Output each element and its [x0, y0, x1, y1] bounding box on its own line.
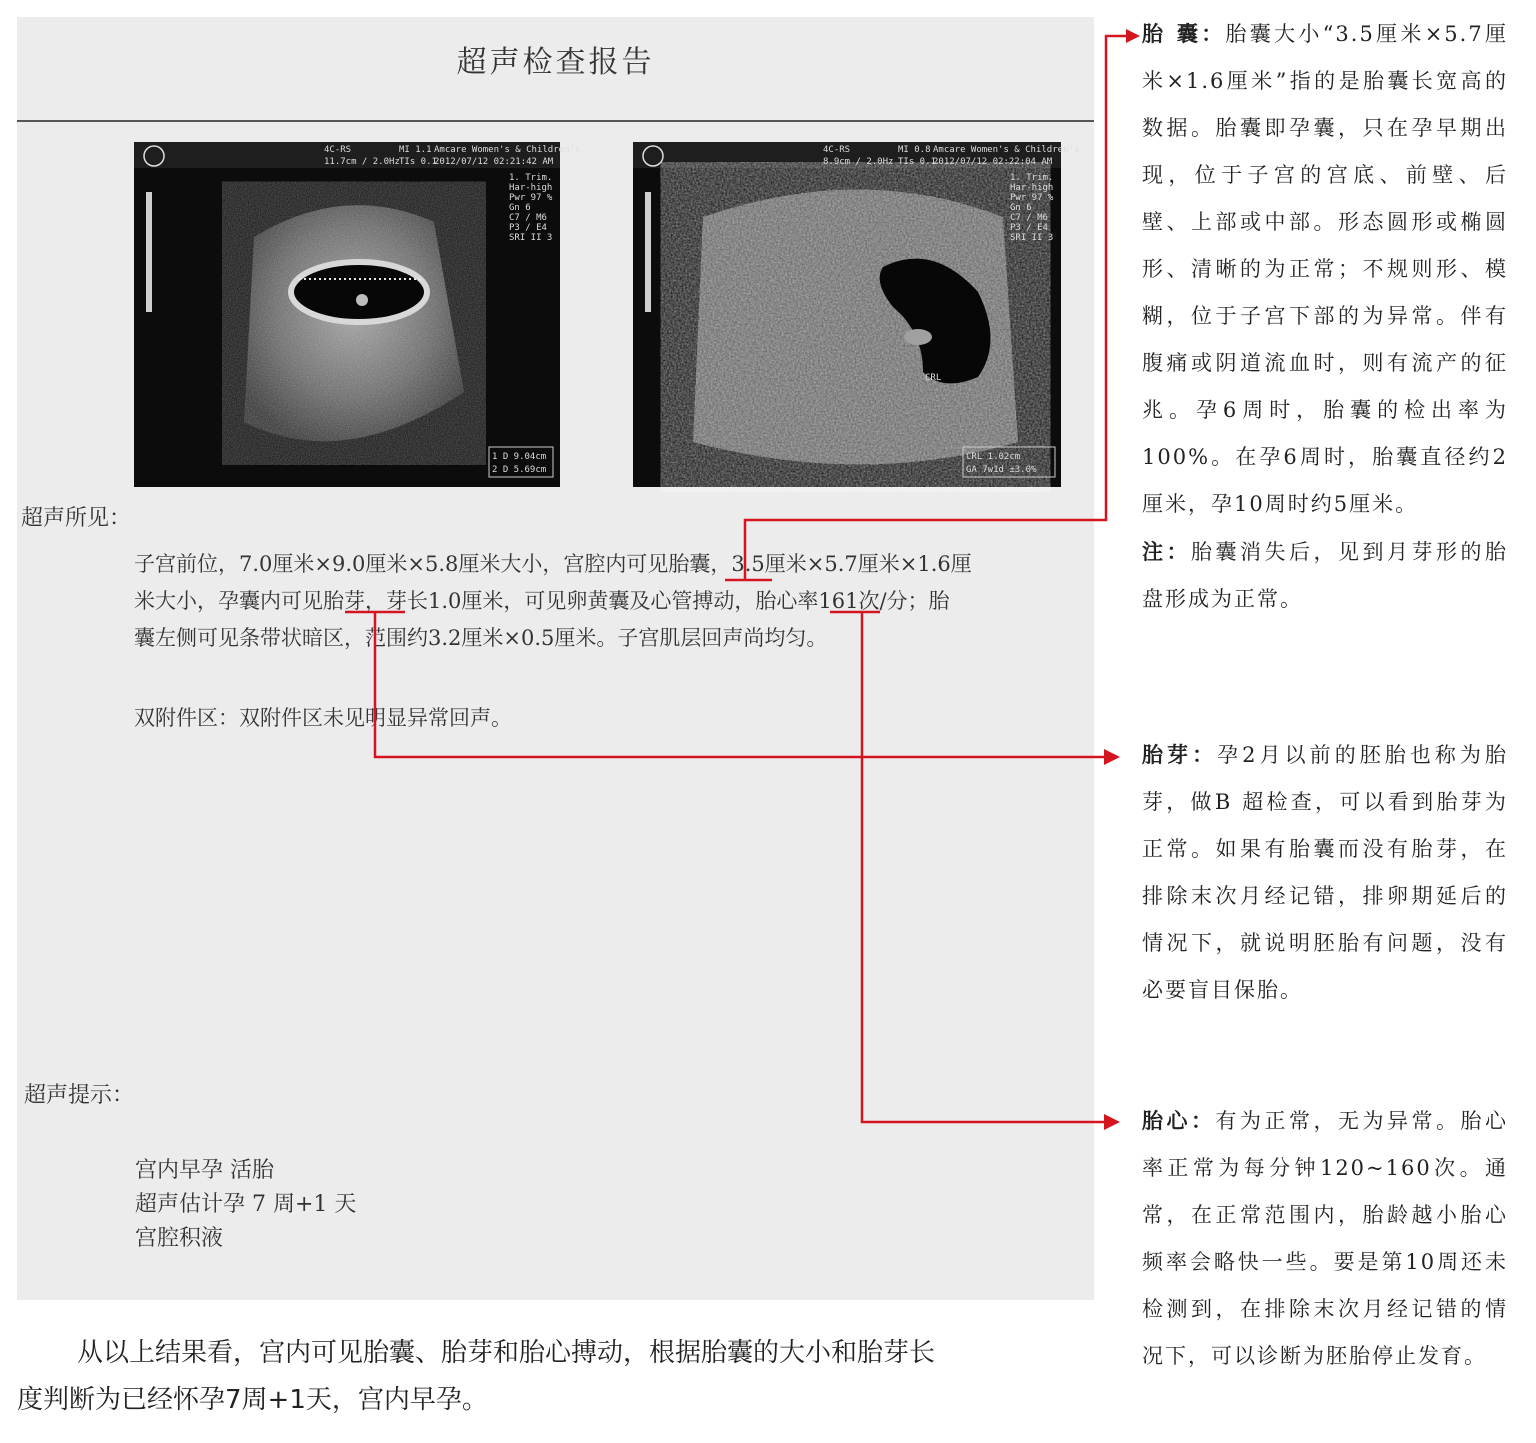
conclusion-line-2: 度判断为已经怀孕7周+1天，宫内早孕。 — [17, 1385, 488, 1415]
us-right-header-4: TIs 0.1 — [898, 157, 936, 167]
impression-line-2: 超声估计孕 7 周+1 天 — [135, 1192, 357, 1217]
note-bud-term: 胎芽： — [1142, 742, 1218, 767]
findings-line-1: 子宫前位，7.0厘米×9.0厘米×5.8厘米大小，宫腔内可见胎囊，3.5厘米×5.7厘米×1.6厘 — [134, 552, 972, 576]
us-right-measure-0: CRL 1.02cm — [966, 452, 1021, 462]
us-right-param-4: C7 / M6 — [1010, 213, 1048, 223]
us-left-param-6: SRI II 3 — [509, 233, 553, 243]
note-gestational-sac — [1142, 10, 1508, 623]
arrowhead-bud — [1104, 749, 1120, 765]
us-right-header-5: 2012/07/12 02:22:04 AM — [933, 157, 1053, 167]
us-right-measure-1: GA 7w1d ±3.0% — [966, 465, 1037, 475]
us-left-header-3: 11.7cm / 2.0Hz — [324, 157, 400, 167]
us-right-param-1: Har-high — [1010, 183, 1054, 193]
us-right-header-3: 8.9cm / 2.0Hz — [823, 157, 894, 167]
note-sac-note-term: 注： — [1142, 539, 1191, 564]
ultrasound-report — [17, 17, 1094, 1300]
findings-label: 超声所见： — [21, 506, 132, 531]
impression-line-3: 宫腔积液 — [135, 1226, 224, 1251]
note-heart-text: 有为正常，无为异常。胎心率正常为每分钟120~160次。通常，在正常范围内，胎龄越小胎心频率会略快一些。要是第10周还未检测到，在排除末次月经记错的情况下，可以诊断为胚胎停止发育。 — [1142, 1109, 1508, 1368]
us-left-measure-1: 2 D 5.69cm — [492, 465, 547, 475]
arrowhead-sac — [1126, 29, 1140, 43]
note-sac-text: 胎囊大小“3.5厘米×5.7厘米×1.6厘米”指的是胎囊长宽高的数据。胎囊即孕囊，只在孕早期出现，位于子宫的宫底、前壁、后壁、上部或中部。形态圆形或椭圆形、清晰的为正常；不规则形、模糊，位于子宫下部的为异常。伴有腹痛或阴道流血时，则有流产的征兆。孕6周时，胎囊的检出率为100%。在孕6周时，胎囊直径约2厘米，孕10周时约5厘米。 — [1142, 22, 1508, 516]
us-right-param-0: 1. Trim. — [1010, 173, 1054, 183]
note-fetal-heart — [1142, 1097, 1508, 1380]
header-divider — [17, 120, 1094, 122]
us-left-header-2: Amcare Women's & Children's — [434, 145, 581, 155]
adnexa-text: 双附件区：双附件区未见明显异常回声。 — [134, 706, 512, 730]
us-right-param-6: SRI II 3 — [1010, 233, 1054, 243]
ultrasound-scan-right — [633, 142, 1080, 487]
us-left-header-0: 4C-RS — [324, 145, 352, 155]
us-right-param-3: Gn 6 — [1010, 203, 1032, 213]
us-left-param-5: P3 / E4 — [509, 223, 547, 233]
us-left-param-1: Har-high — [509, 183, 553, 193]
impression-label: 超声提示： — [24, 1083, 135, 1108]
note-fetal-bud — [1142, 731, 1508, 1014]
us-left-param-0: 1. Trim. — [509, 173, 553, 183]
note-sac-note-text: 胎囊消失后，见到月芽形的胎盘形成为正常。 — [1142, 540, 1508, 611]
note-sac-term: 胎 囊： — [1142, 21, 1226, 46]
us-left-param-2: Pwr 97 % — [509, 193, 553, 203]
findings-line-2: 米大小，孕囊内可见胎芽，芽长1.0厘米，可见卵黄囊及心管搏动，胎心率161次/分；胎 — [134, 589, 950, 613]
ultrasound-scan-left — [134, 142, 581, 487]
us-left-header-1: MI 1.1 — [399, 145, 432, 155]
note-bud-text: 孕2月以前的胚胎也称为胎芽，做B 超检查，可以看到胎芽为正常。如果有胎囊而没有胎芽，在排除末次月经记错，排卵期延后的情况下，就说明胚胎有问题，没有必要盲目保胎。 — [1142, 743, 1508, 1002]
us-right-param-5: P3 / E4 — [1010, 223, 1048, 233]
us-left-header-4: TIs 0.1 — [399, 157, 437, 167]
findings-line-3: 囊左侧可见条带状暗区，范围约3.2厘米×0.5厘米。子宫肌层回声尚均匀。 — [134, 626, 828, 650]
note-heart-term: 胎心： — [1142, 1108, 1216, 1133]
impression-line-1: 宫内早孕 活胎 — [135, 1158, 274, 1183]
ultrasound-image-right — [633, 142, 1080, 487]
impression-list — [135, 1154, 356, 1256]
ultrasound-image-left — [134, 142, 581, 487]
us-right-header-0: 4C-RS — [823, 145, 851, 155]
us-left-measure-0: 1 D 9.04cm — [492, 452, 547, 462]
conclusion-paragraph — [17, 1330, 1102, 1424]
us-left-param-3: Gn 6 — [509, 203, 531, 213]
us-left-param-4: C7 / M6 — [509, 213, 547, 223]
us-right-header-2: Amcare Women's & Children's — [933, 145, 1080, 155]
conclusion-line-1: 从以上结果看，宫内可见胎囊、胎芽和胎心搏动，根据胎囊的大小和胎芽长 — [77, 1338, 936, 1368]
arrowhead-heart — [1104, 1114, 1120, 1130]
us-right-param-2: Pwr 97 % — [1010, 193, 1054, 203]
us-right-crl-label: CRL — [925, 373, 942, 383]
us-right-header-1: MI 0.8 — [898, 145, 931, 155]
findings-text — [134, 546, 1074, 657]
report-title: 超声检查报告 — [456, 45, 655, 80]
us-left-header-5: 2012/07/12 02:21:42 AM — [434, 157, 554, 167]
